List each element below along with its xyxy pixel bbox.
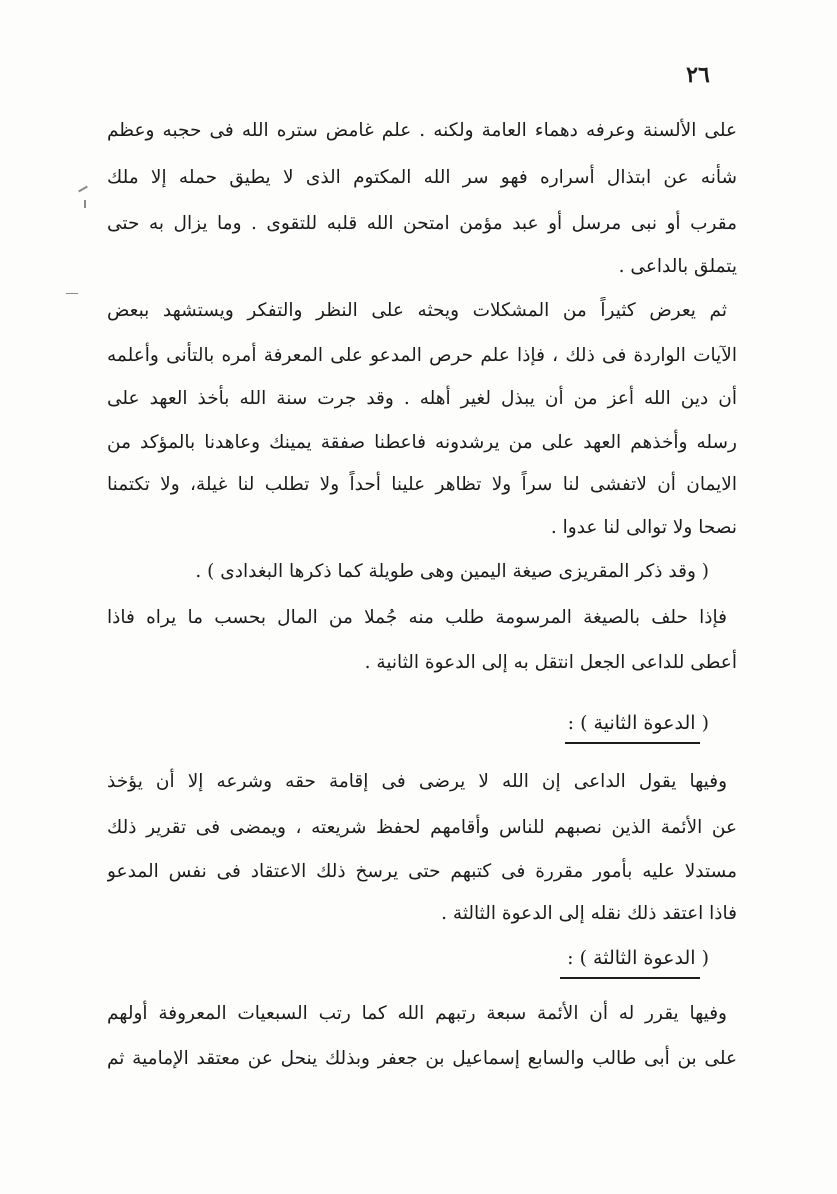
margin-speck	[84, 200, 86, 208]
section-heading: ( الدعوة الثانية ) :	[567, 712, 709, 734]
text-line: على بن أبى طالب والسابع إسماعيل بن جعفر وبذلك ينحل عن معتقد الإمامية ثم	[107, 1048, 737, 1069]
text-line: وفيها يقول الداعى إن الله لا يرضى فى إقامة حقه وشرعه إلا أن يؤخذ	[107, 771, 727, 792]
text-line: شأنه عن ابتذال أسراره فهو سر الله المكتوم الذى لا يطيق حمله إلا ملك	[107, 167, 737, 188]
text-line: الايمان أن لاتفشى لنا سراً ولا تظاهر علينا أحداً ولا تطلب لنا غيلة، ولا تكتمنا	[107, 474, 737, 495]
text-line: مقرب أو نبى مرسل أو عبد مؤمن امتحن الله قلبه للتقوى . وما يزال به حتى	[107, 213, 737, 234]
text-line: وفيها يقرر له أن الأئمة سبعة رتبهم الله كما رتب السبعيات المعروفة أولهم	[107, 1003, 727, 1024]
margin-speck	[66, 293, 78, 294]
text-line: مستدلا عليه بأمور مقررة فى كتبهم حتى يرسخ ذلك الاعتقاد فى نفس المدعو	[107, 861, 737, 882]
heading-underline	[565, 742, 700, 744]
page-number: ٢٦	[686, 62, 710, 88]
text-line: يتملق بالداعى .	[618, 256, 737, 277]
text-line: أن دين الله أعز من أن يبذل لغير أهله . وقد جرت سنة الله بأخذ العهد على	[107, 388, 737, 409]
text-line: فإذا حلف بالصيغة المرسومة طلب منه جُملا من المال بحسب ما يراه فاذا	[107, 607, 727, 628]
margin-speck	[78, 186, 88, 193]
text-line: ( وقد ذكر المقريزى صيغة اليمين وهى طويلة كما ذكرها البغدادى ) .	[195, 561, 709, 582]
text-line: الآيات الواردة فى ذلك ، فإذا علم حرص المدعو على المعرفة أمره بالتأنى وأعلمه	[107, 345, 737, 366]
text-line: فاذا اعتقد ذلك نقله إلى الدعوة الثالثة .	[441, 903, 737, 924]
text-line: رسله وأخذهم العهد على من يرشدونه فاعطنا صفقة يمينك وعاهدنا بالمؤكد من	[107, 432, 737, 453]
text-line: أعطى للداعى الجعل انتقل به إلى الدعوة الثانية .	[364, 652, 737, 673]
section-heading: ( الدعوة الثالثة ) :	[567, 947, 709, 969]
heading-underline	[560, 977, 700, 979]
text-line: ثم يعرض كثيراً من المشكلات ويحثه على النظر والتفكر ويستشهد ببعض	[107, 300, 727, 321]
text-line: نصحا ولا توالى لنا عدوا .	[550, 517, 737, 538]
text-line: على الألسنة وعرفه دهماء العامة ولكنه . علم غامض ستره الله فى حجبه وعظم	[107, 120, 737, 141]
text-line: عن الأئمة الذين نصبهم للناس وأقامهم لحفظ شريعته ، ويمضى فى تقرير ذلك	[107, 817, 737, 838]
